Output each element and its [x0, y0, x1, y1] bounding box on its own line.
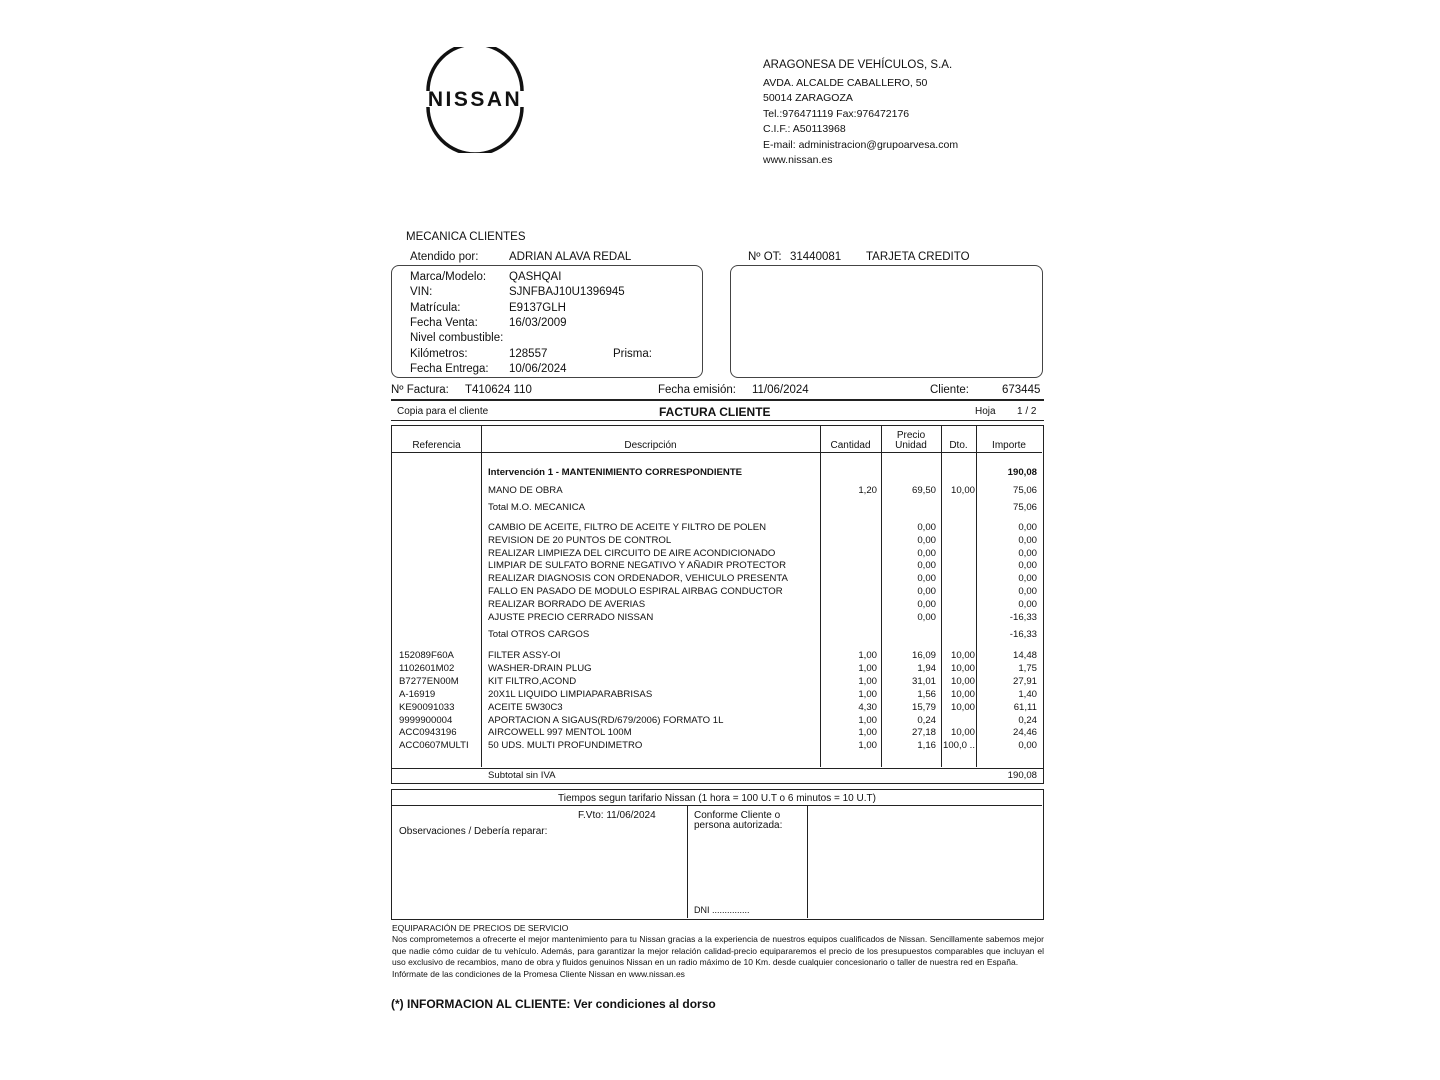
part-desc: WASHER-DRAIN PLUG [488, 662, 592, 674]
divider [391, 399, 1044, 401]
charge-amount: 0,00 [1018, 586, 1037, 597]
part-amount: 14,48 [1012, 650, 1037, 661]
observations-label: Observaciones / Debería reparar: [399, 826, 548, 837]
table-header-divider [392, 452, 1042, 453]
part-qty: 1,00 [858, 740, 877, 752]
company-address: AVDA. ALCALDE CABALLERO, 50 [763, 77, 928, 89]
part-ref: B7277EN00M [399, 675, 459, 687]
divider [391, 420, 1044, 421]
charge-desc: REVISION DE 20 PUNTOS DE CONTROL [488, 534, 672, 546]
part-ref: 152089F60A [399, 650, 454, 661]
part-ref: 1102601M02 [399, 662, 455, 674]
header-price: Precio [896, 430, 926, 441]
intervention-amount: 190,08 [1007, 467, 1037, 478]
charge-desc: REALIZAR DIAGNOSIS CON ORDENADOR, VEHICULO PRESENTA [488, 573, 788, 585]
col-divider [687, 805, 688, 918]
company-info [763, 58, 958, 168]
charge-desc: REALIZAR BORRADO DE AVERIAS [488, 598, 646, 610]
due-date: F.Vto: 11/06/2024 [578, 810, 656, 821]
charge-price: 0,00 [917, 547, 936, 559]
signature-box [391, 789, 1044, 920]
charge-amount: 0,00 [1018, 522, 1037, 533]
company-cif: C.I.F.: A50113968 [763, 123, 846, 136]
vehicle-value: QASHQAI [509, 271, 562, 283]
company-name: ARAGONESA DE VEHÍCULOS, S.A. [763, 59, 953, 71]
section-label: MECANICA CLIENTES [406, 231, 526, 243]
page-label: Hoja [975, 406, 996, 417]
header-qty: Cantidad [830, 440, 871, 451]
conforme-label-1: Conforme Cliente o [694, 810, 781, 821]
part-ref: KE90091033 [399, 701, 455, 713]
charge-amount: 0,00 [1018, 560, 1037, 572]
footer-heading: EQUIPARACIÓN DE PRECIOS DE SERVICIO [392, 923, 569, 933]
vehicle-value: 16/03/2009 [509, 317, 567, 329]
company-web: www.nissan.es [763, 154, 833, 167]
labour-dto: 10,00 [950, 485, 975, 496]
header-desc: Descripción [624, 440, 677, 451]
part-ref: ACC0607MULTI [399, 740, 469, 752]
footer-promise: Infórmate de las condiciones de la Promesa Cliente Nissan en www.nissan.es [392, 968, 685, 979]
part-qty: 1,00 [858, 727, 877, 739]
part-desc: APORTACION A SIGAUS(RD/679/2006) FORMATO 1L [488, 714, 724, 726]
part-amount: 24,46 [1012, 727, 1037, 739]
part-price: 1,94 [917, 662, 936, 674]
part-ref: 9999900004 [399, 714, 453, 726]
labour-price: 69,50 [911, 485, 936, 496]
invoice-number-label: Nº Factura: [391, 384, 449, 396]
charge-amount: 0,00 [1018, 573, 1037, 585]
part-price: 31,01 [911, 675, 936, 687]
part-dto: 10,00 [950, 650, 975, 661]
header-ref: Referencia [412, 440, 461, 451]
part-desc: AIRCOWELL 997 MENTOL 100M [488, 727, 632, 739]
charge-price: 0,00 [917, 560, 936, 572]
part-amount: 1,40 [1018, 688, 1037, 700]
labour-amount: 75,06 [1012, 485, 1037, 496]
invoice-number: T410624 110 [465, 384, 532, 396]
part-desc: 20X1L LIQUIDO LIMPIAPARABRISAS [488, 688, 653, 700]
charge-amount: 0,00 [1018, 534, 1037, 546]
vehicle-label: Fecha Entrega: [410, 363, 489, 375]
dni-label: DNI ............... [694, 905, 750, 915]
part-ref: A-16919 [399, 688, 436, 700]
charge-price: 0,00 [917, 611, 936, 623]
charge-desc: LIMPIAR DE SULFATO BORNE NEGATIVO Y AÑADIR PROTECTOR [488, 560, 787, 572]
vehicle-label: Matrícula: [410, 302, 461, 314]
part-dto: 100,0 .. [942, 740, 975, 752]
ot-label: Nº OT: [748, 251, 782, 263]
charge-desc: FALLO EN PASADO DE MODULO ESPIRAL AIRBAG CONDUCTOR [488, 586, 783, 597]
divider [392, 805, 1042, 806]
conforme-label-2: persona autorizada: [694, 820, 783, 831]
client-label: Cliente: [930, 384, 969, 396]
copy-label: Copia para el cliente [397, 406, 489, 417]
invoice-date: 11/06/2024 [752, 384, 809, 396]
charge-price: 0,00 [917, 522, 936, 533]
company-email: E-mail: administracion@grupoarvesa.com [763, 138, 959, 151]
charge-desc: REALIZAR LIMPIEZA DEL CIRCUITO DE AIRE ACONDICIONADO [488, 547, 776, 559]
header-amount: Importe [992, 440, 1026, 451]
part-ref: ACC0943196 [399, 727, 457, 739]
vehicle-label: Kilómetros: [410, 348, 468, 360]
part-dto: 10,00 [950, 688, 975, 700]
attended-by-value: ADRIAN ALAVA REDAL [509, 251, 632, 263]
part-desc: FILTER ASSY-OI [488, 650, 561, 661]
header-dto: Dto. [949, 440, 968, 451]
invoice-title: FACTURA CLIENTE [659, 405, 771, 419]
part-price: 0,24 [917, 714, 936, 726]
ot-number: 31440081 [790, 251, 842, 263]
vehicle-value: E9137GLH [509, 302, 566, 314]
vehicle-label: Fecha Venta: [410, 317, 478, 329]
part-desc: ACEITE 5W30C3 [488, 701, 563, 713]
part-dto: 10,00 [950, 701, 975, 713]
part-dto: 10,00 [950, 727, 975, 739]
part-amount: 0,00 [1018, 740, 1037, 752]
part-qty: 1,00 [858, 688, 877, 700]
part-qty: 1,00 [858, 662, 877, 674]
part-amount: 61,11 [1013, 701, 1037, 713]
part-amount: 1,75 [1018, 662, 1037, 674]
part-qty: 1,00 [858, 714, 877, 726]
part-qty: 4,30 [858, 701, 877, 713]
company-phone: Tel.:976471119 Fax:976472176 [763, 107, 910, 120]
charge-price: 0,00 [917, 573, 936, 585]
col-divider [807, 805, 808, 918]
price-promise-text [392, 923, 1044, 980]
part-amount: 27,91 [1012, 675, 1037, 687]
subtotal-row [391, 768, 1044, 784]
prisma-label: Prisma: [613, 348, 652, 360]
nissan-logo [414, 47, 536, 153]
vehicle-label: Marca/Modelo: [410, 271, 487, 283]
part-desc: 50 UDS. MULTI PROFUNDIMETRO [488, 740, 643, 752]
charge-amount: -16,33 [1009, 611, 1037, 623]
charge-desc: CAMBIO DE ACEITE, FILTRO DE ACEITE Y FILTRO DE POLEN [488, 522, 767, 533]
charges-total-desc: Total OTROS CARGOS [488, 629, 590, 640]
page-number: 1 / 2 [1017, 406, 1037, 417]
part-qty: 1,00 [858, 675, 877, 687]
invoice-date-label: Fecha emisión: [658, 384, 736, 396]
vehicle-label: Nivel combustible: [410, 332, 504, 344]
client-info-note: (*) INFORMACION AL CLIENTE: Ver condiciones al dorso [391, 997, 716, 1011]
part-dto: 10,00 [950, 662, 975, 674]
part-desc: KIT FILTRO,ACOND [488, 675, 577, 687]
payment-method: TARJETA CREDITO [866, 251, 970, 263]
vehicle-value: SJNFBAJ10U1396945 [509, 286, 625, 298]
charge-amount: 0,00 [1018, 547, 1037, 559]
part-price: 27,18 [911, 727, 936, 739]
svg-text:NISSAN: NISSAN [427, 88, 523, 111]
attended-by-label: Atendido por: [410, 251, 479, 263]
part-price: 1,16 [917, 740, 936, 752]
intervention-desc: Intervención 1 - MANTENIMIENTO CORRESPONDIENTE [488, 467, 743, 478]
subtotal-amount: 190,08 [1007, 770, 1037, 781]
part-amount: 0,24 [1018, 714, 1037, 726]
charge-desc: AJUSTE PRECIO CERRADO NISSAN [488, 611, 654, 623]
charge-price: 0,00 [917, 534, 936, 546]
charge-price: 0,00 [917, 598, 936, 610]
part-price: 15,79 [911, 701, 936, 713]
company-city: 50014 ZARAGOZA [763, 92, 853, 105]
part-price: 16,09 [911, 650, 936, 661]
client-number: 673445 [1002, 384, 1041, 396]
vehicle-value: 10/06/2024 [509, 363, 567, 375]
labour-total-amount: 75,06 [1012, 502, 1037, 513]
col-divider [941, 426, 942, 767]
labour-desc: MANO DE OBRA [488, 485, 563, 496]
labour-qty: 1,20 [858, 485, 877, 496]
labour-total-desc: Total M.O. MECANICA [488, 502, 586, 513]
col-divider [481, 426, 482, 767]
vehicle-label: VIN: [410, 286, 433, 298]
client-box [730, 265, 1043, 378]
vehicle-value: 128557 [509, 348, 548, 360]
part-qty: 1,00 [858, 650, 877, 661]
charge-amount: 0,00 [1018, 598, 1037, 610]
tiempos-note: Tiempos segun tarifario Nissan (1 hora = 100 U.T o 6 minutos = 10 U.T) [558, 793, 876, 804]
charges-total-amount: -16,33 [1009, 629, 1037, 640]
part-price: 1,56 [917, 688, 936, 700]
subtotal-label: Subtotal sin IVA [488, 770, 556, 781]
part-dto: 10,00 [950, 675, 975, 687]
invoice-lines-table [391, 425, 1044, 769]
footer-body: Nos comprometemos a ofrecerte el mejor mantenimiento para tu Nissan gracias a la experiencia de nuestros equipos cualificados de Nissan. Sencillamente sabemos mejor que nadie cómo cuidar de tu vehículo. Además, para garantizar la mejor relación calidad-precio equipararemos el precio de los presupuestos comparables que incluyan el uso exclusivo de recambios, mano de obra y fluidos genuinos Nissan en un radio máximo de 10 Km. desde cualquier concesionario o taller de nuestra red en España. [392, 934, 1044, 968]
header-unit: Unidad [895, 440, 927, 451]
charge-price: 0,00 [917, 586, 936, 597]
